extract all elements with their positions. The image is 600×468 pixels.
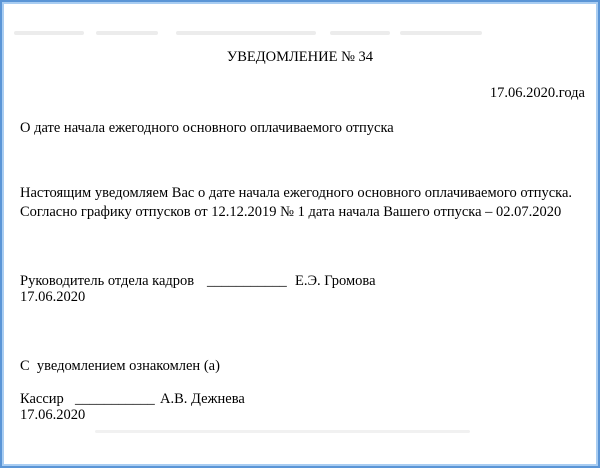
employee-signature-date: 17.06.2020 (20, 407, 86, 423)
faded-header-text (14, 31, 84, 35)
acknowledgement-text: С уведомлением ознакомлен (а) (20, 358, 220, 374)
document-subject: О дате начала ежегодного основного оплачиваемого отпуска (20, 120, 394, 136)
body-paragraph-line: Настоящим уведомляем Вас о дате начала ежегодного основного оплачиваемого отпуска. (20, 185, 573, 201)
manager-position: Руководитель отдела кадров (20, 273, 195, 289)
document-date: 17.06.2020.года (489, 85, 585, 101)
faded-header-text (176, 31, 316, 35)
manager-signature-line: ___________ (207, 273, 287, 289)
faded-header-text (400, 31, 482, 35)
employee-position: Кассир (20, 391, 64, 407)
faded-header-text (96, 31, 158, 35)
body-paragraph-line: Согласно графику отпусков от 12.12.2019 № 1 дата начала Вашего отпуска – 02.07.2020 (20, 204, 562, 220)
faded-footer-text (95, 430, 470, 433)
employee-name: А.В. Дежнева (160, 391, 245, 407)
manager-name: Е.Э. Громова (295, 273, 376, 289)
employee-signature-line: ___________ (75, 391, 155, 407)
manager-signature-date: 17.06.2020 (20, 289, 86, 305)
document-title: УВЕДОМЛЕНИЕ № 34 (226, 49, 374, 65)
faded-header-text (330, 31, 390, 35)
